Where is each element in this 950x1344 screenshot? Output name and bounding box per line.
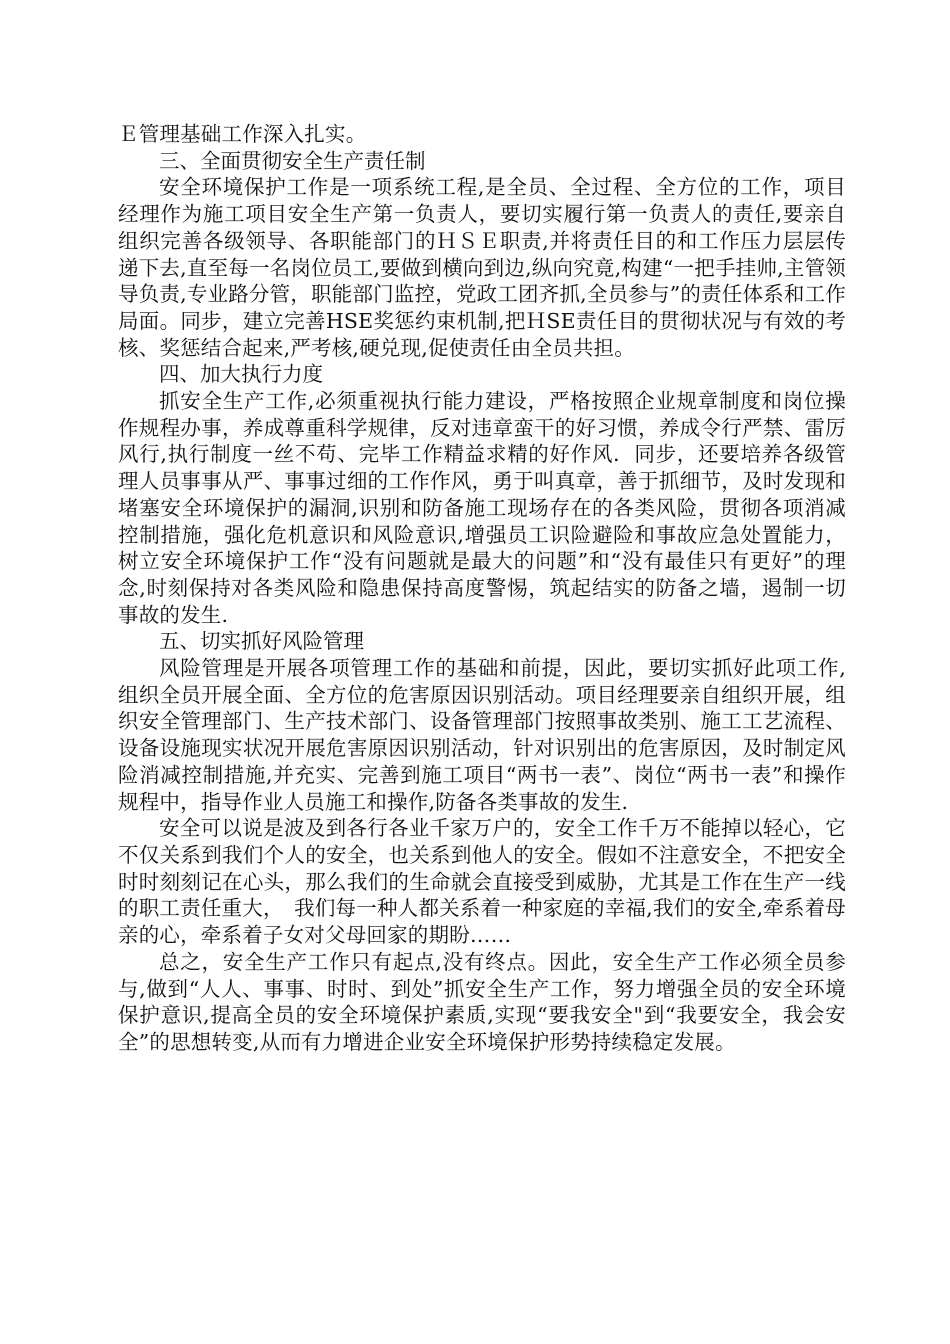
paragraph-conclusion: 总之，安全生产工作只有起点,没有终点。因此，安全生产工作必须全员参与,做到“人人、事事、时时、到处”抓安全生产工作，努力增强全员的安全环境保护意识,提高全员的安全环境保护素质,实现“要我安全"到“我要安全，我会安全”的思想转变,从而有力增进企业安全环境保护形势持续稳定发展。 [118, 949, 846, 1054]
section-heading-execution: 四、加大执行力度 [159, 362, 323, 387]
paragraph-continuation: Ｅ管理基础工作深入扎实。 [118, 122, 367, 146]
document-body [118, 121, 846, 1056]
section-heading-risk-management: 五、切实抓好风险管理 [159, 629, 364, 654]
paragraph-execution: 抓安全生产工作,必须重视执行能力建设，严格按照企业规章制度和岗位操作规程办事，养成尊重科学规律，反对违章蛮干的好习惯，养成令行严禁、雷厉风行,执行制度一丝不苟、完毕工作精益求精的好作风．同步，还要培养各级管理人员事事从严、事事过细的工作作风，勇于叫真章，善于抓细节，及时发现和堵塞安全环境保护的漏洞,识别和防备施工现场存在的各类风险，贯彻各项消减控制措施，强化危机意识和风险意识,增强员工识险避险和事故应急处置能力，树立安全环境保护工作“没有问题就是最大的问题”和“没有最佳只有更好”的理念,时刻保持对各类风险和隐患保持高度警惕，筑起结实的防备之墙，遏制一切事故的发生. [118, 389, 846, 627]
paragraph-risk-management: 风险管理是开展各项管理工作的基础和前提，因此，要切实抓好此项工作,组织全员开展全面、全方位的危害原因识别活动。项目经理要亲自组织开展，组织安全管理部门、生产技术部门、设备管理部门按照事故类别、施工工艺流程、设备设施现实状况开展危害原因识别活动，针对识别出的危害原因，及时制定风险消减控制措施,并充实、完善到施工项目“两书一表”、岗位“两书一表”和操作规程中，指导作业人员施工和操作,防备各类事故的发生. [118, 656, 846, 814]
section-heading-responsibility: 三、全面贯彻安全生产责任制 [159, 148, 426, 173]
paragraph-responsibility: 安全环境保护工作是一项系统工程,是全员、全过程、全方位的工作，项目经理作为施工项目安全生产第一负责人，要切实履行第一负责人的责任,要亲自组织完善各级领导、各职能部门的ＨＳＥ职责,并将责任目的和工作压力层层传递下去,直至每一名岗位员工,要做到横向到边,纵向究竟,构建“一把手挂帅,主管领导负责,专业路分管，职能部门监控，党政工团齐抓,全员参与”的责任体系和工作局面。同步，建立完善HSE奖惩约束机制,把ＨSE责任目的贯彻状况与有效的考核、奖惩结合起来,严考核,硬兑现,促使责任由全员共担。 [118, 175, 846, 360]
paragraph-safety-family: 安全可以说是波及到各行各业千家万户的，安全工作千万不能掉以轻心，它不仅关系到我们个人的安全，也关系到他人的安全。假如不注意安全，不把安全时时刻刻记在心头，那么我们的生命就会直接受到威胁，尤其是工作在生产一线的职工责任重大， 我们每一种人都关系着一种家庭的幸福,我们的安全,牵系着母亲的心，牵系着子女对父母回家的期盼…… [118, 816, 846, 948]
